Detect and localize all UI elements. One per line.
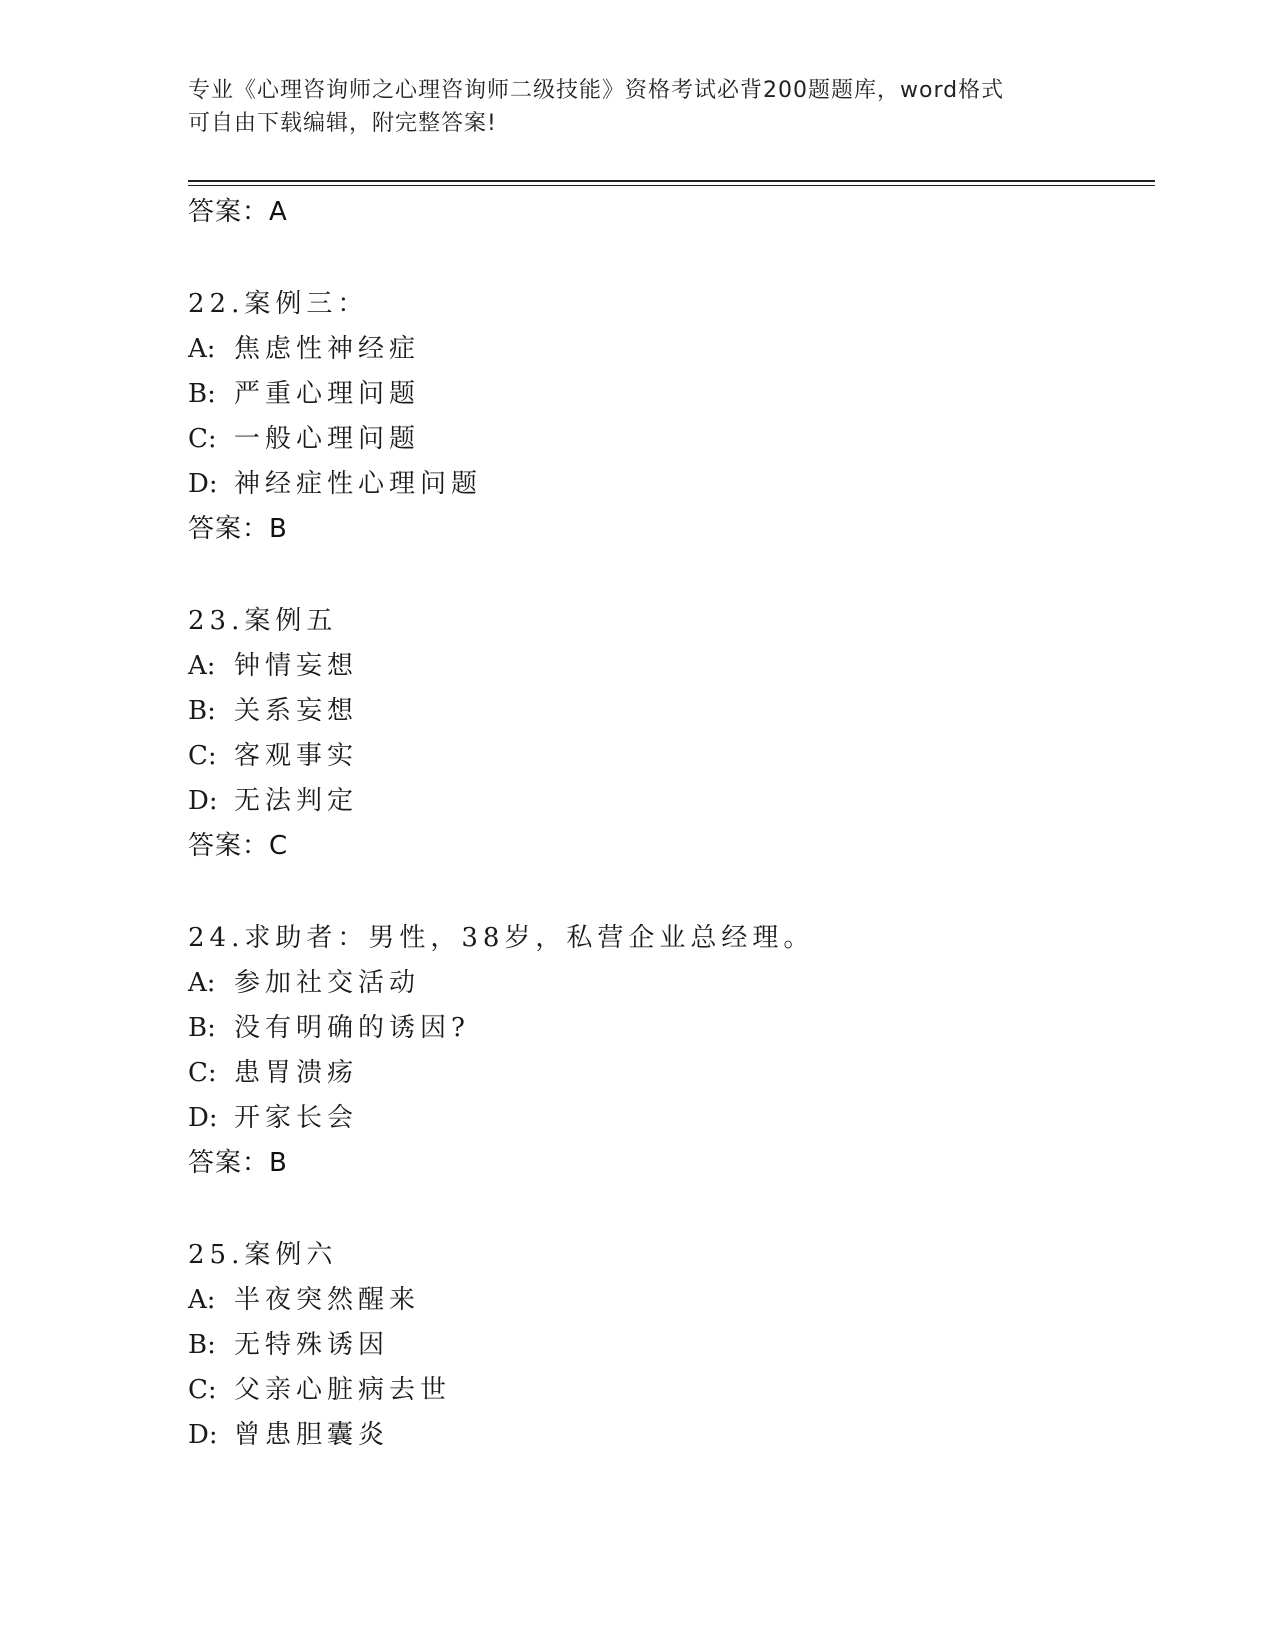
- question-stem: 25.案例六: [188, 1240, 338, 1270]
- option-letter: C:: [188, 1375, 217, 1405]
- option-letter: C:: [188, 741, 217, 771]
- option-b: [188, 372, 1148, 417]
- option-text: 无特殊诱因: [234, 1330, 390, 1360]
- spacer: [188, 1186, 1148, 1232]
- option-text: 参加社交活动: [234, 968, 421, 998]
- header-line-1: 专业《心理咨询师之心理咨询师二级技能》资格考试必背200题题库，word格式: [188, 78, 1005, 103]
- option-c: [188, 734, 1148, 779]
- option-letter: B:: [188, 1013, 216, 1043]
- option-text: 关系妄想: [234, 696, 359, 726]
- option-c: [188, 417, 1148, 462]
- option-text: 焦虑性神经症: [234, 334, 421, 364]
- option-letter: C:: [188, 424, 217, 454]
- question-list: [188, 190, 1148, 1458]
- spacer: [188, 235, 1148, 281]
- spacer: [188, 869, 1148, 915]
- option-text: 无法判定: [234, 786, 359, 816]
- question-stem: 24.求助者：男性，38岁，私营企业总经理。: [188, 923, 815, 953]
- answer-line: 答案：C: [188, 831, 289, 861]
- option-letter: D:: [188, 469, 218, 499]
- option-letter: A:: [188, 651, 216, 681]
- option-b: [188, 1323, 1148, 1368]
- option-c: [188, 1368, 1148, 1413]
- question-stem: 22.案例三：: [188, 289, 369, 319]
- option-d: [188, 462, 1148, 507]
- header-divider-thick: [188, 180, 1155, 182]
- option-d: [188, 1413, 1148, 1458]
- option-letter: A:: [188, 334, 216, 364]
- answer-line: 答案：A: [188, 197, 288, 227]
- spacer: [188, 552, 1148, 598]
- option-text: 钟情妄想: [234, 651, 359, 681]
- option-b: [188, 1006, 1148, 1051]
- option-text: 严重心理问题: [234, 379, 421, 409]
- option-a: [188, 961, 1148, 1006]
- header-divider-thin: [188, 185, 1155, 186]
- answer-line: 答案：B: [188, 1148, 288, 1178]
- option-text: 开家长会: [234, 1103, 359, 1133]
- option-text: 半夜突然醒来: [234, 1285, 421, 1315]
- option-letter: B:: [188, 696, 216, 726]
- option-text: 患胃溃疡: [234, 1058, 359, 1088]
- header-line-2: 可自由下载编辑，附完整答案!: [188, 111, 497, 136]
- option-d: [188, 1096, 1148, 1141]
- option-a: [188, 644, 1148, 689]
- option-text: 父亲心脏病去世: [234, 1375, 452, 1405]
- option-text: 客观事实: [234, 741, 359, 771]
- option-letter: B:: [188, 1330, 216, 1360]
- option-a: [188, 327, 1148, 372]
- document-header: [188, 74, 1088, 140]
- option-letter: A:: [188, 1285, 216, 1315]
- option-letter: D:: [188, 1420, 218, 1450]
- option-letter: C:: [188, 1058, 217, 1088]
- option-a: [188, 1278, 1148, 1323]
- option-letter: A:: [188, 968, 216, 998]
- option-letter: D:: [188, 1103, 218, 1133]
- option-letter: D:: [188, 786, 218, 816]
- option-text: 神经症性心理问题: [234, 469, 483, 499]
- option-b: [188, 689, 1148, 734]
- option-text: 没有明确的诱因?: [234, 1013, 470, 1043]
- option-text: 曾患胆囊炎: [234, 1420, 390, 1450]
- question-stem: 23.案例五: [188, 606, 338, 636]
- option-letter: B:: [188, 379, 216, 409]
- option-text: 一般心理问题: [234, 424, 421, 454]
- option-d: [188, 779, 1148, 824]
- answer-line: 答案：B: [188, 514, 288, 544]
- option-c: [188, 1051, 1148, 1096]
